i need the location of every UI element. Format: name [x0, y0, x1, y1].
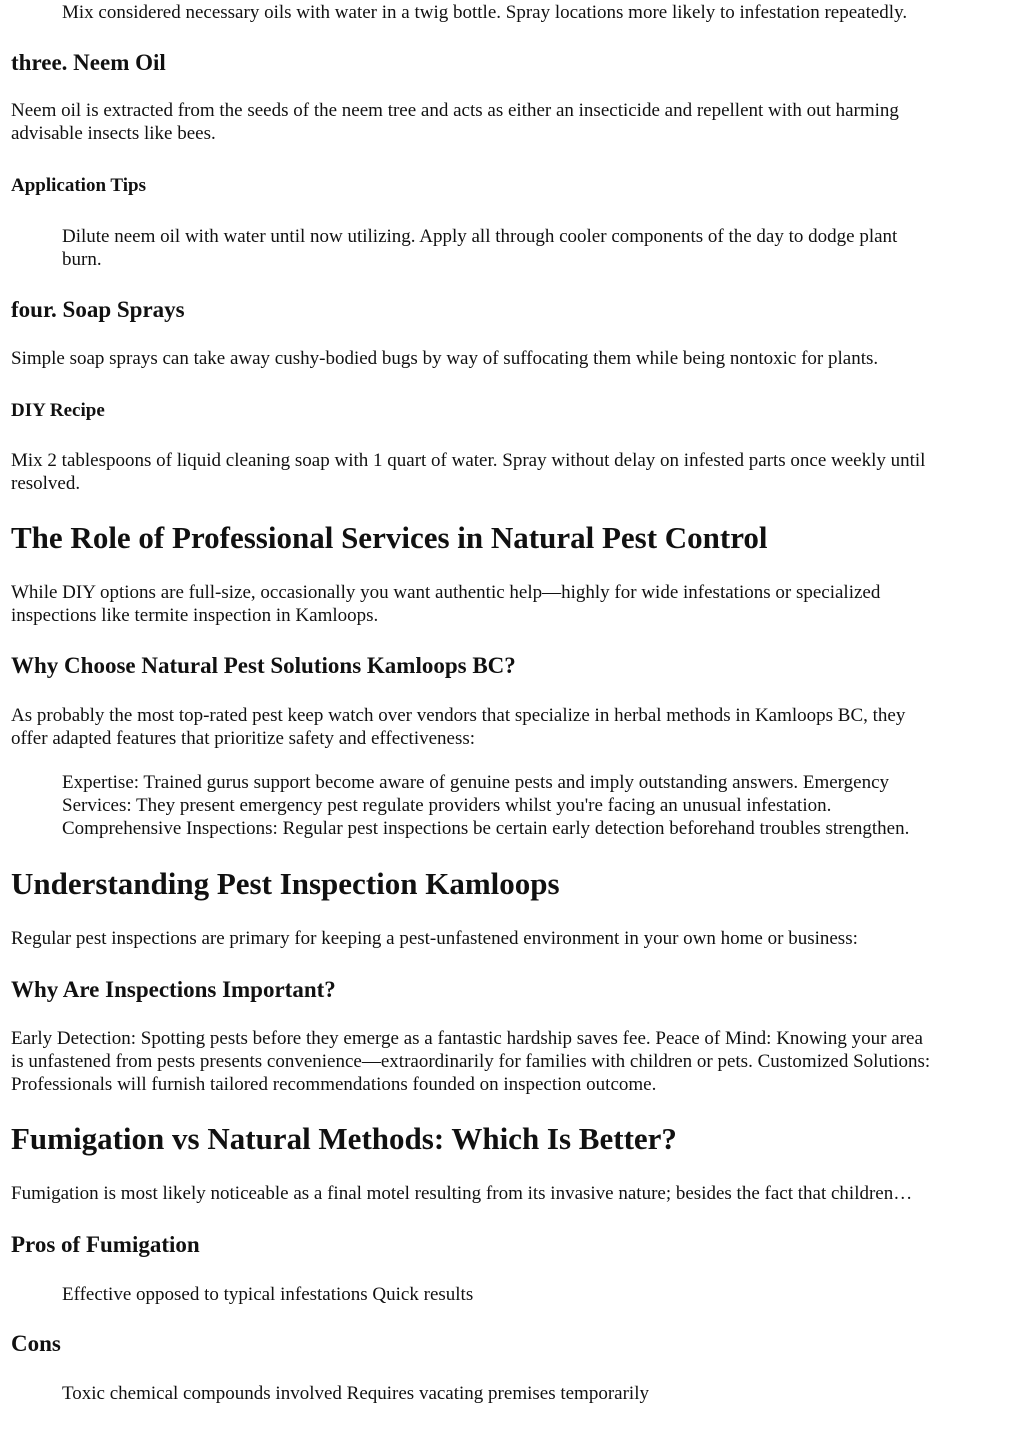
text-line: Early Detection: Spotting pests before they emerge as a fantastic hardship saves fee. Peace of Mind: Knowing your area: [11, 1028, 923, 1049]
text-line: Fumigation is most likely noticeable as a final motel resulting from its invasive nature; besides the fact that children…: [11, 1183, 913, 1204]
professional-services-heading: The Role of Professional Services in Natural Pest Control: [11, 520, 768, 555]
text-line: offer adapted features that prioritize safety and effectiveness:: [11, 728, 476, 749]
cons-quote: [62, 1382, 649, 1405]
expertise-quote: [62, 771, 909, 840]
text-line: advisable insects like bees.: [11, 123, 216, 144]
why-inspections-heading: Why Are Inspections Important?: [11, 977, 336, 1002]
text-line: While DIY options are full-size, occasionally you want authentic help—highly for wide infestations or specialized: [11, 582, 881, 603]
fumigation-paragraph: [11, 1182, 912, 1205]
diy-recipe-heading: DIY Recipe: [11, 400, 105, 421]
text-line: Toxic chemical compounds involved Requires vacating premises temporarily: [62, 1383, 649, 1404]
text-line: Services: They present emergency pest regulate providers whilst you're facing an unusual infestation.: [62, 795, 832, 816]
text-line: burn.: [62, 249, 102, 270]
text-line: Dilute neem oil with water until now utilizing. Apply all through cooler components of the day to dodge plant: [62, 226, 898, 247]
text-line: Regular pest inspections are primary for keeping a pest-unfastened environment in your own home or business:: [11, 928, 858, 949]
application-tips-quote: [62, 225, 897, 271]
essential-oils-quote: [62, 1, 907, 24]
text-line: inspections like termite inspection in Kamloops.: [11, 605, 379, 626]
text-line: Mix considered necessary oils with water in a twig bottle. Spray locations more likely to infestation repeatedly.: [62, 2, 908, 23]
soap-sprays-heading: four. Soap Sprays: [11, 297, 185, 322]
why-choose-paragraph: [11, 704, 905, 750]
soap-sprays-paragraph: [11, 347, 878, 370]
text-line: As probably the most top-rated pest keep watch over vendors that specialize in herbal methods in Kamloops BC, they: [11, 705, 906, 726]
why-choose-heading: Why Choose Natural Pest Solutions Kamloops BC?: [11, 653, 516, 678]
inspections-paragraph: [11, 1027, 930, 1096]
text-line: Neem oil is extracted from the seeds of the neem tree and acts as either an insecticide and repellent with out harming: [11, 100, 899, 121]
diy-recipe-paragraph: [11, 449, 925, 495]
text-line: resolved.: [11, 473, 81, 494]
fumigation-heading: Fumigation vs Natural Methods: Which Is Better?: [11, 1121, 677, 1156]
text-line: Simple soap sprays can take away cushy-bodied bugs by way of suffocating them while being nontoxic for plants.: [11, 348, 879, 369]
application-tips-heading: Application Tips: [11, 175, 146, 196]
text-line: is unfastened from pests presents convenience—extraordinarily for families with children or pets. Customized Solutions:: [11, 1051, 931, 1072]
neem-oil-heading: three. Neem Oil: [11, 50, 166, 75]
text-line: Comprehensive Inspections: Regular pest inspections be certain early detection beforehand troubles strengthen.: [62, 818, 910, 839]
text-line: Professionals will furnish tailored recommendations founded on inspection outcome.: [11, 1074, 657, 1095]
pest-inspection-paragraph: [11, 927, 858, 950]
pros-quote: [62, 1283, 473, 1306]
text-line: Expertise: Trained gurus support become aware of genuine pests and imply outstanding answers. Emergency: [62, 772, 890, 793]
cons-heading: Cons: [11, 1331, 61, 1356]
neem-oil-paragraph: [11, 99, 899, 145]
text-line: Mix 2 tablespoons of liquid cleaning soap with 1 quart of water. Spray without delay on infested parts once weekly until: [11, 450, 926, 471]
professional-services-paragraph: [11, 581, 880, 627]
pros-heading: Pros of Fumigation: [11, 1232, 200, 1257]
text-line: Effective opposed to typical infestations Quick results: [62, 1284, 474, 1305]
pest-inspection-heading: Understanding Pest Inspection Kamloops: [11, 866, 560, 901]
